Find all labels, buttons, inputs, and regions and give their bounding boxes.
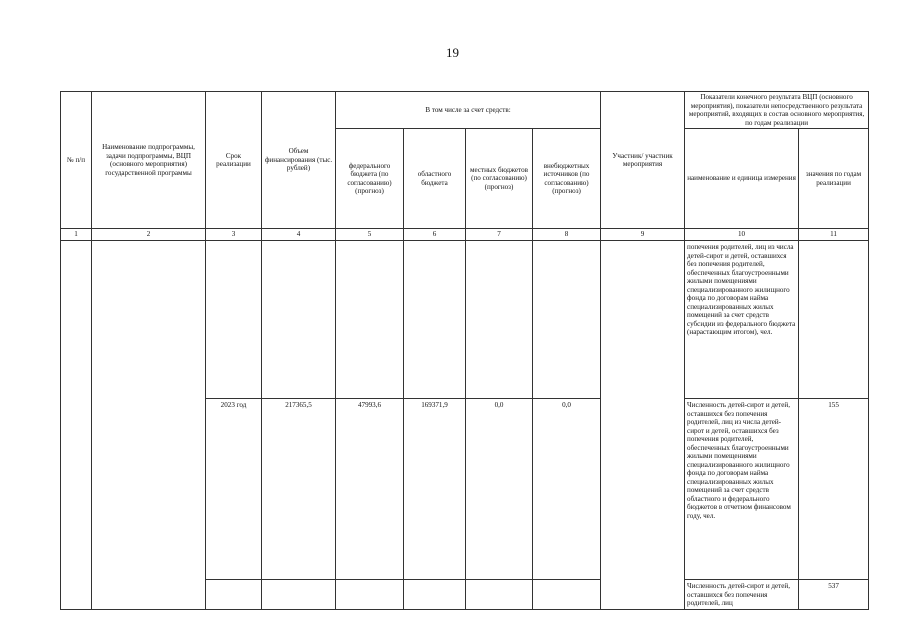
header-local: местных бюджетов (по согласованию) (прогноз) [466,129,533,229]
header-regional: областного бюджета [404,129,466,229]
cell-participant [601,241,685,610]
column-number: 2 [92,229,206,241]
header-indicators-group: Показатели конечного результата ВЦП (основного мероприятия), показатели непосредственного результата мероприятий, входящих в состав основного мероприятия, по годам реализации [685,92,869,129]
header-name: Наименование подпрограммы, задачи подпрограммы, ВЦП (основного мероприятия) государственной программы [92,92,206,229]
cell-regional: 169371,9 [404,399,466,580]
cell-value [799,241,869,399]
cell-name [92,241,206,610]
column-number: 10 [685,229,799,241]
cell-value: 155 [799,399,869,580]
cell-extra [533,241,601,399]
column-number: 1 [61,229,92,241]
header-number: № п/п [61,92,92,229]
cell-indicator-text: Численность детей-сирот и детей, оставшихся без попечения родителей, лиц [687,582,790,607]
cell-regional [404,580,466,610]
cell-federal: 47993,6 [336,399,404,580]
header-indicator-values: значения по годам реализации [799,129,869,229]
cell-value: 537 [799,580,869,610]
column-number: 8 [533,229,601,241]
cell-total [262,580,336,610]
cell-extra: 0,0 [533,399,601,580]
header-participant: Участник/ участник мероприятия [601,92,685,229]
cell-indicator: попечения родителей, лиц из числа детей-сирот и детей, оставшихся без попечения родителей, обеспеченных благоустроенными жилыми помещениями специализированного жилищного фонда по договорам найма специализированных жилых помещений за счет средств субсидии из федерального бюджета (нарастающим итогом), чел. [685,241,799,399]
header-term: Срок реализации [206,92,262,229]
column-number: 9 [601,229,685,241]
cell-federal [336,580,404,610]
cell-year [206,580,262,610]
cell-year: 2023 год [206,399,262,580]
header-volume: Объем финансирования (тыс. рублей) [262,92,336,229]
page-number: 19 [446,45,459,60]
header-federal: федерального бюджета (по согласованию) (прогноз) [336,129,404,229]
column-number: 6 [404,229,466,241]
column-number: 5 [336,229,404,241]
cell-extra [533,580,601,610]
header-extra: внебюджетных источников (по согласованию) (прогноз) [533,129,601,229]
cell-local [466,241,533,399]
table-row [61,241,869,399]
column-number: 4 [262,229,336,241]
header-funding-group: В том числе за счет средств: [336,92,601,129]
cell-local: 0,0 [466,399,533,580]
cell-total [262,241,336,399]
cell-federal [336,241,404,399]
cell-year [206,241,262,399]
cell-local [466,580,533,610]
cell-number [61,241,92,610]
column-number: 3 [206,229,262,241]
cell-indicator: Численность детей-сирот и детей, оставшихся без попечения родителей, лиц из числа детей-сирот и детей, оставшихся без попечения родителей, обеспеченных благоустроенными жилыми помещениями специализированного жилищного фонда по договорам найма специализированных жилых помещений за счет средств областного и федерального бюджетов в отчетном финансовом году, чел. [685,399,799,580]
header-indicator-name: наименование и единица измерения [685,129,799,229]
cell-indicator [685,580,799,610]
cell-total: 217365,5 [262,399,336,580]
column-number-row [61,229,869,241]
column-number: 7 [466,229,533,241]
program-table [60,91,869,610]
cell-regional [404,241,466,399]
column-number: 11 [799,229,869,241]
